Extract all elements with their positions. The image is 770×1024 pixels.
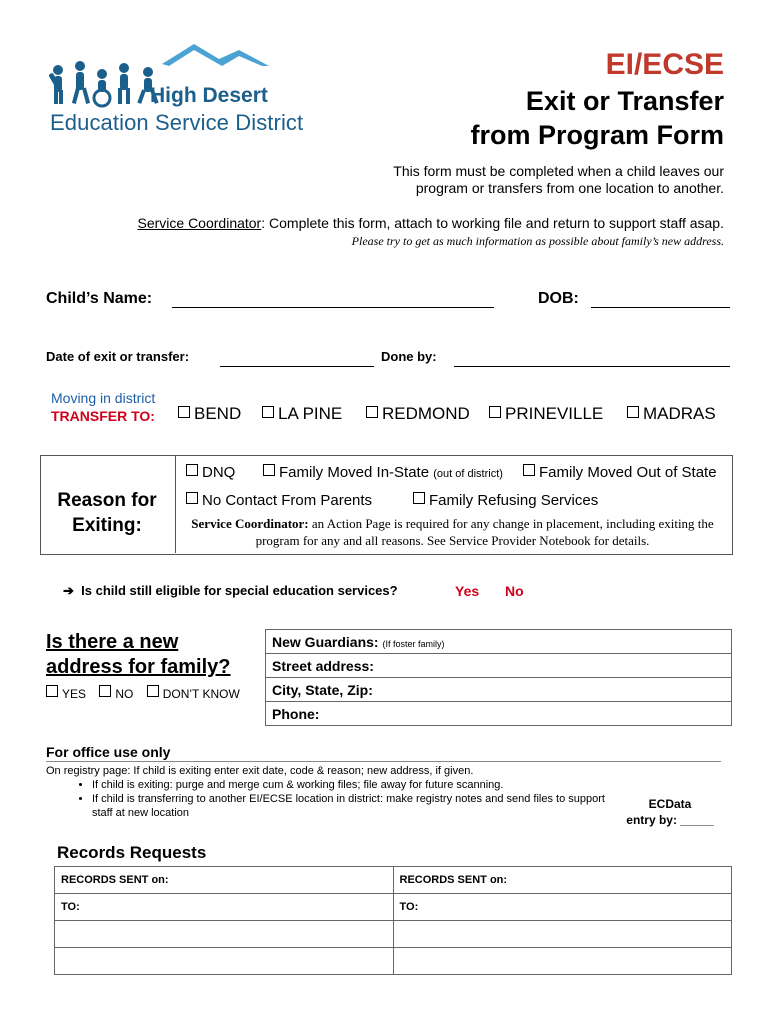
checkbox[interactable] — [366, 406, 378, 418]
moving-in-district-label: Moving in district — [51, 390, 156, 406]
option-redmond[interactable]: REDMOND — [366, 404, 470, 424]
dob-field[interactable] — [591, 307, 730, 308]
transfer-to-label: TRANSFER TO: — [51, 408, 155, 424]
reason-label: Reason for Exiting: — [57, 490, 157, 536]
office-bullet: • If child is transferring to another EI/ECSE location in district: make registry notes and send files to support staff at new location — [92, 792, 616, 820]
eligibility-no[interactable]: No — [505, 583, 524, 599]
coordinator-label: Service Coordinator — [137, 215, 262, 231]
option-madras[interactable]: MADRAS — [627, 404, 716, 424]
checkbox[interactable] — [489, 406, 501, 418]
checkbox[interactable] — [413, 492, 425, 504]
eligibility-yes[interactable]: Yes — [455, 583, 480, 599]
coordinator-instruction — [138, 215, 725, 231]
records-blank-4[interactable] — [393, 948, 732, 975]
form-title-line1: Exit or Transfer — [525, 86, 724, 116]
form-title-line2: from Program Form — [470, 120, 724, 150]
checkbox[interactable] — [186, 492, 198, 504]
checkbox[interactable] — [263, 464, 275, 476]
checkbox[interactable] — [147, 685, 159, 697]
reason-dnq[interactable]: DNQ — [186, 464, 235, 481]
arrow-icon: ➔ — [63, 583, 74, 598]
checkbox[interactable] — [178, 406, 190, 418]
city-field[interactable]: City, State, Zip: — [266, 678, 732, 702]
program-name: EI/ECSE — [605, 48, 724, 81]
records-title: Records Requests — [57, 843, 207, 862]
records-to-2[interactable]: TO: — [393, 894, 732, 921]
coordinator-text: : Complete this form, attach to working file and return to support staff asap. — [261, 215, 724, 231]
guardians-field[interactable]: New Guardians: (If foster family) — [266, 630, 732, 654]
logo-name-line2: Education Service District — [50, 110, 304, 135]
option-la-pine[interactable]: LA PINE — [262, 404, 342, 424]
office-instructions: On registry page: If child is exiting enter exit date, code & reason; new address, if given. • If child is exiting: purge and merge cum & working files; file away for future scanning. • If child is transferring to another EI/ECSE location in district: make registry notes and send files to support staff at new location — [46, 764, 616, 820]
phone-field[interactable]: Phone: — [266, 702, 732, 726]
done-by-field[interactable] — [454, 366, 730, 367]
reason-no-contact[interactable]: No Contact From Parents — [186, 492, 372, 509]
new-address-options — [46, 685, 240, 701]
checkbox[interactable] — [186, 464, 198, 476]
logo-name-line1: High Desert — [150, 84, 268, 107]
records-blank-1[interactable] — [55, 921, 394, 948]
address-no[interactable]: NO — [99, 687, 133, 701]
reason-refusing[interactable]: Family Refusing Services — [413, 492, 598, 509]
exit-date-field[interactable] — [220, 366, 374, 367]
childs-name-label: Child’s Name: — [46, 290, 153, 307]
ecdata-entry: ECData entry by: _____ — [626, 797, 714, 827]
guardian-table — [265, 629, 732, 726]
checkbox[interactable] — [46, 685, 58, 697]
option-bend[interactable]: BEND — [178, 404, 241, 424]
records-blank-3[interactable] — [55, 948, 394, 975]
eligibility-question: ➔ Is child still eligible for special education services? — [63, 583, 398, 598]
office-bullet: • If child is exiting: purge and merge cum & working files; file away for future scanning. — [92, 778, 616, 792]
address-dont-know[interactable]: DON’T KNOW — [147, 687, 240, 701]
checkbox[interactable] — [262, 406, 274, 418]
new-address-question: Is there a new address for family? — [46, 631, 231, 678]
office-divider — [46, 761, 721, 762]
address-yes[interactable]: YES — [46, 687, 86, 701]
action-page-note: Service Coordinator: an Action Page is required for any change in placement, including exiting the program for any and all reasons. See Service Provider Notebook for details. — [191, 516, 714, 548]
option-prineville[interactable]: PRINEVILLE — [489, 404, 603, 424]
reason-moved-in-state[interactable]: Family Moved In-State (out of district) — [263, 464, 503, 481]
address-request-note: Please try to get as much information as possible about family’s new address. — [351, 234, 724, 248]
reason-divider — [175, 455, 176, 553]
checkbox[interactable] — [99, 685, 111, 697]
records-blank-2[interactable] — [393, 921, 732, 948]
dob-label: DOB: — [538, 290, 579, 307]
done-by-label: Done by: — [381, 349, 437, 364]
checkbox[interactable] — [627, 406, 639, 418]
street-field[interactable]: Street address: — [266, 654, 732, 678]
records-sent-on-1[interactable]: RECORDS SENT on: — [55, 867, 394, 894]
records-to-1[interactable]: TO: — [55, 894, 394, 921]
records-sent-on-2[interactable]: RECORDS SENT on: — [393, 867, 732, 894]
office-use-heading: For office use only — [46, 744, 171, 760]
form-intro: This form must be completed when a child leaves our program or transfers from one location to another. — [393, 163, 724, 196]
childs-name-field[interactable] — [172, 307, 494, 308]
reason-moved-out-state[interactable]: Family Moved Out of State — [523, 464, 717, 481]
records-table — [54, 866, 732, 975]
checkbox[interactable] — [523, 464, 535, 476]
exit-date-label: Date of exit or transfer: — [46, 349, 190, 364]
